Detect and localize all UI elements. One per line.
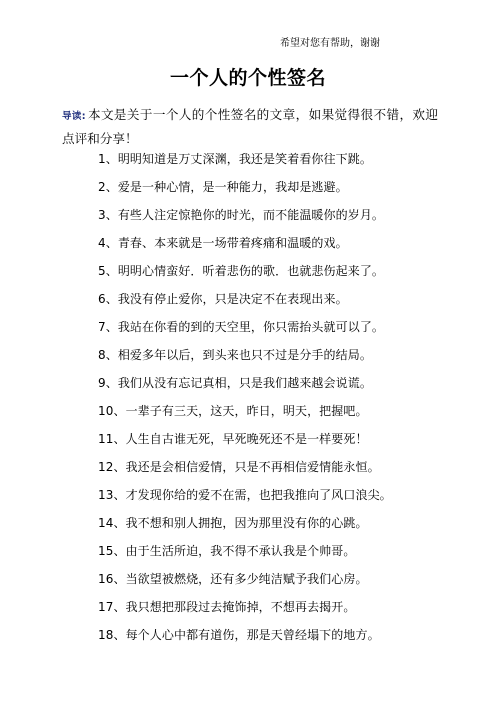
list-item: 11、人生自古谁无死，早死晚死还不是一样要死！ <box>98 432 368 446</box>
document-title: 一个人的个性签名 <box>169 67 326 89</box>
list-item: 8、相爱多年以后，到头来也只不过是分手的结局。 <box>98 348 372 362</box>
list-item: 1、明明知道是万丈深渊，我还是笑着看你往下跳。 <box>98 152 372 166</box>
list-item: 3、有些人注定惊艳你的时光，而不能温暖你的岁月。 <box>98 208 385 222</box>
list-item: 15、由于生活所迫，我不得不承认我是个帅哥。 <box>98 544 356 558</box>
list-item: 12、我还是会相信爱情，只是不再相信爱情能永恒。 <box>98 460 380 474</box>
list-item: 10、一辈子有三天，这天，昨日，明天，把握吧。 <box>98 404 368 418</box>
list-item: 17、我只想把那段过去掩饰掉，不想再去揭开。 <box>98 600 356 614</box>
header-note: 希望对您有帮助，谢谢 <box>280 38 380 49</box>
list-item: 2、爱是一种心情，是一种能力，我却是逃避。 <box>98 180 348 194</box>
list-item: 9、我们从没有忘记真相，只是我们越来越会说谎。 <box>98 376 372 390</box>
intro-paragraph <box>62 104 438 150</box>
intro-label: 导读: <box>62 111 86 122</box>
list-item: 13、才发现你给的爱不在需，也把我推向了风口浪尖。 <box>98 488 392 502</box>
list-item: 5、明明心情蛮好．听着悲伤的歌．也就悲伤起来了。 <box>98 264 385 278</box>
intro-text: 本文是关于一个人的个性签名的文章，如果觉得很不错，欢迎点评和分享！ <box>62 107 438 146</box>
list-item: 14、我不想和别人拥抱，因为那里没有你的心跳。 <box>98 516 368 530</box>
list-item: 7、我站在你看的到的天空里，你只需抬头就可以了。 <box>98 320 385 334</box>
list-item: 6、我没有停止爱你，只是决定不在表现出来。 <box>98 292 348 306</box>
signature-list <box>98 150 468 654</box>
list-item: 16、当欲望被燃烧，还有多少纯洁赋予我们心房。 <box>98 572 368 586</box>
list-item: 18、每个人心中都有道伤，那是天曾经塌下的地方。 <box>98 628 380 642</box>
list-item: 4、青春、本来就是一场带着疼痛和温暖的戏。 <box>98 236 348 250</box>
